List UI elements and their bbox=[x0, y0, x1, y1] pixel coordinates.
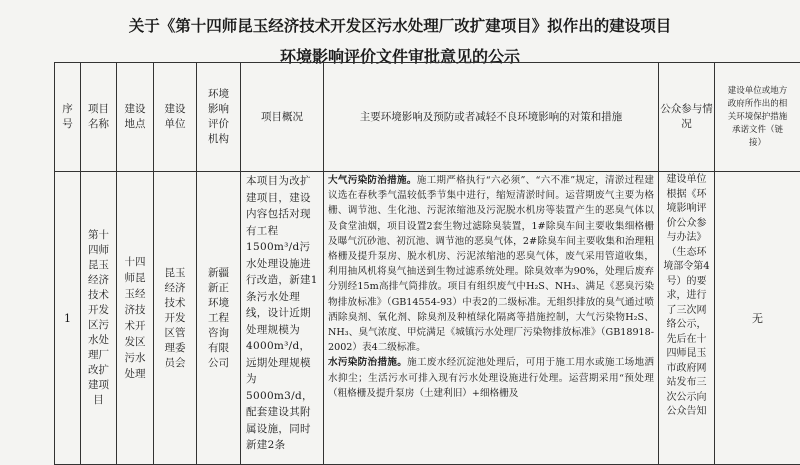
header-unit: 建设单位 bbox=[154, 63, 197, 172]
cell-eia-org: 新疆新正环境工程咨询有限公司 bbox=[197, 172, 241, 465]
cell-location: 十四师昆玉经济技术开发区污水处理 bbox=[117, 172, 154, 465]
cell-no: 1 bbox=[55, 172, 81, 465]
water-measures-text: 施工废水经沉淀池处理后，可用于施工用水或施工场地洒水抑尘；生活污水可排入现有污水处理设施进行处理。运营期采用“预处理（粗格栅及提升泵房（土建利旧）+细格栅及 bbox=[328, 357, 654, 398]
cell-unit: 昆玉经济技术开发区管理委员会 bbox=[154, 172, 197, 465]
water-measures-title: 水污染防治措施。 bbox=[328, 357, 407, 368]
header-location: 建设地点 bbox=[117, 63, 154, 172]
title-line-1: 关于《第十四师昆玉经济技术开发区污水处理厂改扩建项目》拟作出的建设项目 bbox=[0, 14, 800, 36]
header-measures: 主要环境影响及预防或者减轻不良环境影响的对策和措施 bbox=[324, 63, 659, 172]
title-line-2: 环境影响评价文件审批意见的公示 bbox=[0, 44, 800, 67]
cell-commitment: 无 bbox=[715, 172, 800, 465]
cell-measures bbox=[324, 172, 659, 465]
header-eia-org: 环境影响评价机构 bbox=[197, 63, 241, 172]
air-measures-text: 施工期严格执行“六必须”、“六不准”规定，清淤过程建议选在春秋季气温较低季节集中进行，缩短清淤时间。运营期废气主要为格栅、调节池、生化池、污泥浓缩池及污泥脱水机房等装置产生的恶臭气体以及食堂油烟，项目设置2套生物过滤除臭装置，1#除臭车间主要收集细格栅及曝气沉砂池、初沉池、调节池的恶臭气体，2#除臭车间主要收集和治理粗格栅及提升泵房、脱水机房、污泥浓缩池的恶臭气体，废气采用管道收集，利用抽风机将臭气抽送到生物过滤系统处理。除臭效率为90%，处理后废弃分别经15m高排气筒排放。项目有组织废气中H₂S、NH₃、满足《恶臭污染物排放标准》（GB14554-93）中表2的二级标准。无组织排放的臭气通过喷洒除臭剂、氧化剂、除臭剂及种植绿化隔离等措施控制，大气污染物H₂S、NH₃、臭气浓度、甲烷满足《城镇污水处理厂污染物排放标准》（GB18918-2002）表4二级标准。 bbox=[328, 175, 654, 353]
cell-overview: 本项目为改扩建项目，建设内容包括对现有工程1500m³/d污水处理设施进行改造，新建1条污水处理线，设计近期处理规模为4000m³/d，远期处理规模为5000m3/d，配套建设其附属设施，同时新建2条 bbox=[241, 172, 324, 465]
table-row bbox=[55, 172, 800, 465]
header-public: 公众参与情况 bbox=[659, 63, 715, 172]
header-commitment: 建设单位或地方政府所作出的相关环境保护措施承诺文件（链接） bbox=[715, 63, 800, 172]
cell-name: 第十四师昆玉经济技术开发区污水处理厂改扩建项目 bbox=[81, 172, 117, 465]
approval-table bbox=[54, 62, 800, 465]
air-measures-title: 大气污染防治措施。 bbox=[328, 175, 417, 186]
cell-public: 建设单位根据《环境影响评价公众参与办法》（生态环境部令第4号）的要求，进行了三次网络公示，先后在十四师昆玉市政府网站发布三次公示向公众告知 bbox=[659, 172, 715, 465]
header-overview: 项目概况 bbox=[241, 63, 324, 172]
table-header-row bbox=[55, 63, 800, 172]
header-name: 项目名称 bbox=[81, 63, 117, 172]
header-no: 序号 bbox=[55, 63, 81, 172]
